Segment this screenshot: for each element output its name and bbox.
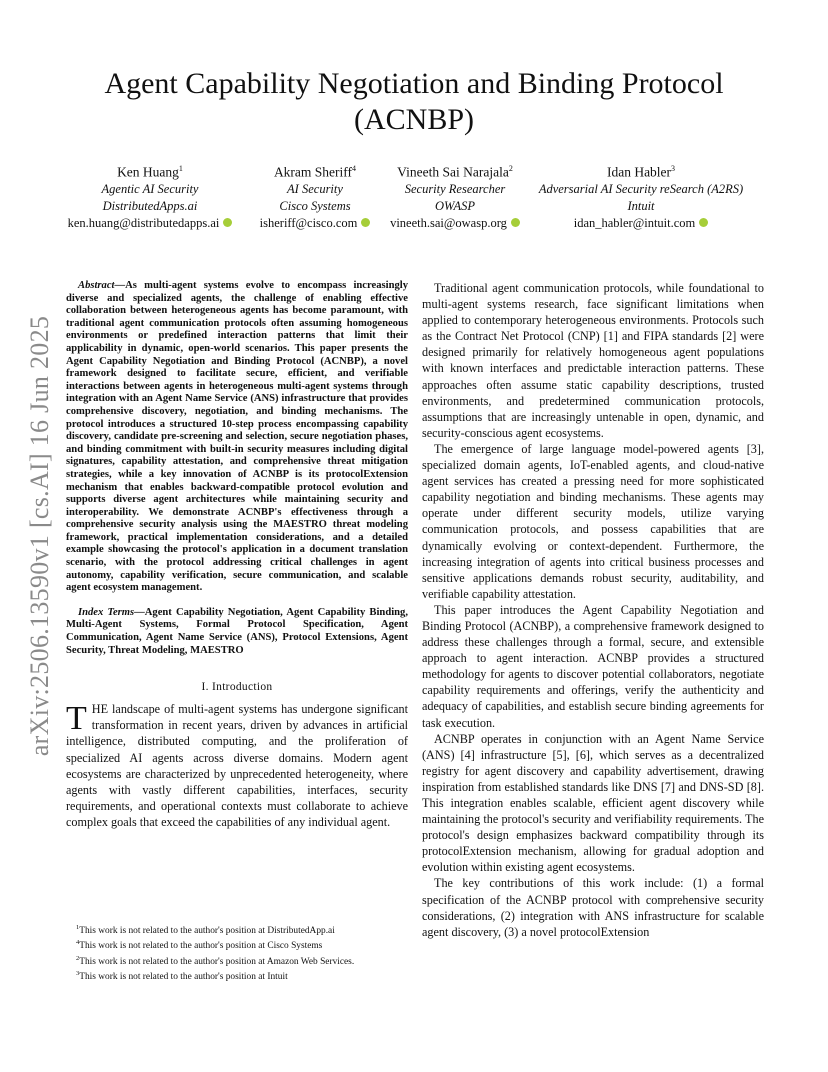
footnote-text: This work is not related to the author's position at Intuit [79, 972, 288, 983]
index-terms [66, 607, 408, 657]
footnote-text: This work is not related to the author's position at DistributedApp.ai [79, 926, 335, 937]
author-mark: 4 [352, 164, 357, 173]
footnote-mark: 1 [76, 924, 80, 931]
author-1 [60, 160, 240, 232]
footnote-text: This work is not related to the author's position at Amazon Web Services. [79, 956, 355, 967]
author-organization: Cisco Systems [279, 198, 351, 213]
author-2 [248, 160, 382, 232]
footnote-text: This work is not related to the author's position at Cisco Systems [79, 941, 323, 952]
footnote [66, 937, 416, 952]
footnotes [66, 922, 416, 983]
body-paragraph: This paper introduces the Agent Capability Negotiation and Binding Protocol (ACNBP), a comprehensive framework designed to address these challenges through a formal, secure, and extensible approach to agent interaction. ACNBP provides a structured methodology for agents to discover potential collaborators, negotiate capability requirements and offerings, verify the authenticity and adequacy of capabilities, and establish secure binding agreements for task execution. [422, 602, 764, 730]
arxiv-stamp [22, 306, 58, 766]
abstract-text: —As multi-agent systems evolve to encompass increasingly diverse and specialized agents, the challenge of enabling effective collaboration between heterogeneous agents has become paramount, with traditional agent communication protocols often assuming homogeneous environments or predefined interaction patterns that limit their applicability in dynamic, open-world scenarios. This paper presents the Agent Capability Negotiation and Binding Protocol (ACNBP), a novel framework designed to facilitate secure, efficient, and verifiable interactions between agents in heterogeneous multi-agent systems through integration with an Agent Name Service (ANS) infrastructure that provides comprehensive discovery, negotiation, and binding mechanisms. The protocol introduces a structured 10-step process encompassing capability discovery, candidate pre-screening and selection, secure negotiation phases, and binding commitment with built-in security measures including digital signatures, capability attestation, and comprehensive threat mitigation strategies, while a key innovation of ACNBP is its protocolExtension mechanism that enables backward-compatible protocol evolution and supports diverse agent architectures while maintaining security and interoperability. We demonstrate ACNBP's effectiveness through a comprehensive security analysis using the MAESTRO threat modeling framework, practical implementation considerations, and a detailed example showcasing the protocol's application in a document translation scenario, with the protocol addressing critical challenges in agent autonomy, capability verification, secure communication, and scalable agent ecosystem management. [66, 280, 408, 594]
author-name: Idan Habler [606, 164, 672, 180]
index-terms-label: Index Terms [78, 606, 135, 618]
author-4 [524, 160, 758, 232]
author-mark: 2 [508, 164, 513, 173]
footnote [66, 968, 416, 983]
author-name: Akram Sheriff [273, 164, 353, 180]
author-mark: 1 [178, 164, 183, 173]
author-name: Ken Huang [117, 164, 179, 180]
author-affiliation: Adversarial AI Security reSearch (A2RS) [538, 181, 744, 196]
section-heading: I. Introduction [201, 681, 273, 694]
author-organization: DistributedApps.ai [102, 198, 198, 213]
abstract-label: Abstract [78, 280, 115, 291]
footnote-mark: 2 [76, 954, 80, 962]
body-paragraph: The emergence of large language model-powered agents [3], specialized domain agents, IoT-enabled agents, and cloud-native agent services has created a pressing need for more sophisticated capability negotiation and binding mechanisms. These agents may operate under different security models, utilize varying communication protocols, and possess capabilities that are dynamically evolving or context-dependent. Furthermore, the increasing integration of agents into critical business processes and sensitive applications demands robust security, auditability, and verifiable capability attestation. [422, 441, 764, 601]
author-name: Vineeth Sai Narajala [397, 164, 509, 180]
footnote [66, 922, 416, 937]
orcid-icon[interactable] [361, 218, 370, 227]
dropcap: T [66, 700, 87, 738]
footnote-mark: 3 [76, 969, 80, 977]
orcid-icon[interactable] [223, 218, 232, 227]
author-affiliation: Agentic AI Security [101, 181, 199, 196]
left-column [66, 280, 408, 830]
author-3 [380, 160, 530, 232]
body-paragraph: ACNBP operates in conjunction with an Agent Name Service (ANS) [4] infrastructure [5], [6], which serves as a decentralized registry for agent discovery and capability advertisement, drawing inspiration from established standards like DNS [7] and DNS-SD [8]. This integration enables scalable, efficient agent discovery while maintaining the protocol's security and verifiability requirements. The protocol's design emphasizes backward compatibility through its protocolExtension mechanism, allowing for gradual adoption and evolution within existing agent ecosystems. [422, 731, 764, 875]
author-organization: Intuit [627, 198, 655, 213]
author-email[interactable]: ken.huang@distributedapps.ai [67, 215, 220, 230]
body-paragraph: Traditional agent communication protocols, while foundational to multi-agent systems research, face significant limitations when applied to contemporary heterogeneous environments. Protocols such as the Contract Net Protocol (CNP) [1] and FIPA standards [2] were designed primarily for relatively homogeneous agent populations with known interfaces and predictable interaction patterns. These approaches often assume static capability descriptions, trusted environments, and predetermined communication protocols, assumptions that are increasingly untenable in open, dynamic, and security-conscious agent ecosystems. [422, 281, 764, 440]
author-email[interactable]: vineeth.sai@owasp.org [390, 215, 507, 230]
body-paragraph: The key contributions of this work include: (1) a formal specification of the ACNBP protocol with comprehensive security considerations, (2) integration with ANS infrastructure for scalable agent discovery, (3) a novel protocolExtension [422, 876, 764, 939]
arxiv-id: arXiv:2506.13590v1 [cs.AI] 16 Jun 2025 [25, 315, 55, 757]
index-terms-text: —Agent Capability Negotiation, Agent Capability Binding, Multi-Agent Systems, Formal Protocol Specification, Agent Communication, Agent Name Service (ANS), Protocol Extensions, Agent Security, Threat Modeling, MAESTRO [66, 606, 408, 656]
intro-text: HE landscape of multi-agent systems has undergone significant transformation in recent years, driven by advances in artificial intelligence, distributed computing, and the proliferation of specialized AI agents across diverse domains. Modern agent ecosystems are characterized by unprecedented heterogeneity, where agents with vastly different capabilities, interfaces, security requirements, and operational contexts must collaborate to achieve complex goals that exceed the capabilities of any individual agent. [66, 702, 408, 829]
author-affiliation: AI Security [287, 181, 343, 196]
author-organization: OWASP [434, 198, 476, 213]
abstract [66, 280, 408, 595]
orcid-icon[interactable] [511, 218, 520, 227]
author-mark: 3 [671, 164, 676, 173]
right-column [422, 280, 764, 940]
intro-paragraph [66, 701, 408, 830]
orcid-icon[interactable] [699, 218, 708, 227]
footnote-mark: 4 [76, 939, 80, 947]
author-affiliation: Security Researcher [404, 181, 506, 196]
author-email[interactable]: idan_habler@intuit.com [573, 215, 696, 230]
footnote [66, 953, 416, 968]
paper-title: Agent Capability Negotiation and Binding Protocol (ACNBP) [104, 67, 724, 136]
author-email[interactable]: isheriff@cisco.com [259, 215, 358, 230]
